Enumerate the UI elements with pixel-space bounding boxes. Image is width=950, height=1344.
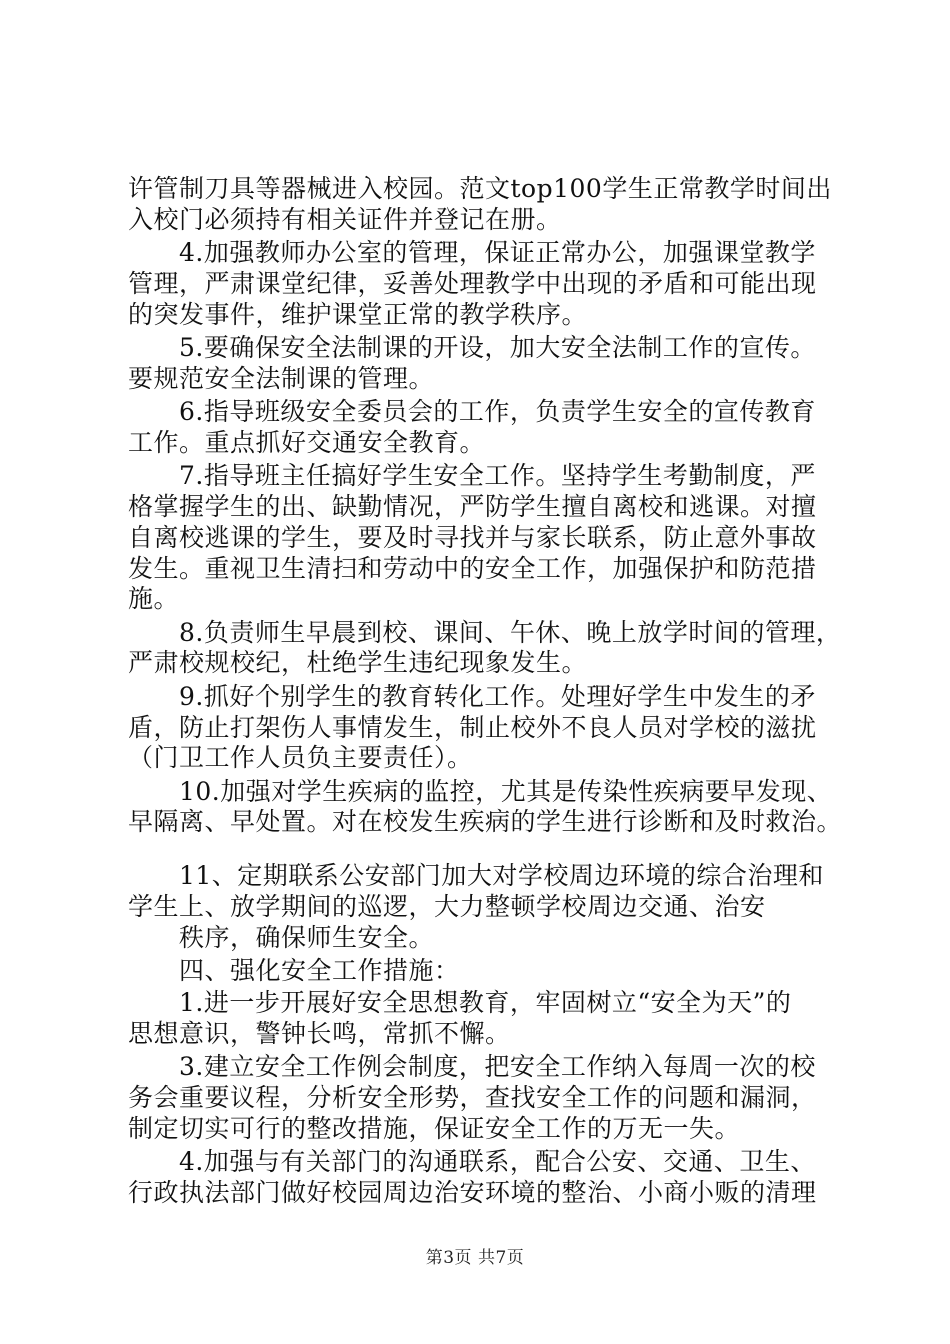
body-text-line: 9.抓好个别学生的教育转化工作。处理好学生中发生的矛 [128,682,816,711]
body-text-line: 1.进一步开展好安全思想教育，牢固树立“安全为天”的 [128,988,792,1017]
body-text-line: 要规范安全法制课的管理。 [128,364,435,393]
body-text-line: 的突发事件，维护课堂正常的教学秩序。 [128,300,588,329]
body-text-line: （门卫工作人员负主要责任）。 [128,743,473,772]
body-text-line: 11、定期联系公安部门加大对学校周边环境的综合治理和 [128,861,824,890]
body-text-line: 3.建立安全工作例会制度，把安全工作纳入每周一次的校 [128,1052,816,1081]
body-text-line: 格掌握学生的出、缺勤情况，严防学生擅自离校和逃课。对擅 [128,492,817,521]
body-text-line: 早隔离、早处置。对在校发生疾病的学生进行诊断和及时救治。 [128,807,843,836]
body-text-line: 行政执法部门做好校园周边治安环境的整治、小商小贩的清理 [128,1178,817,1207]
body-text-line: 秩序，确保师生安全。 [128,923,435,952]
body-text-line: 思想意识，警钟长鸣，常抓不懈。 [128,1019,511,1048]
body-text-line: 7.指导班主任搞好学生安全工作。坚持学生考勤制度，严 [128,461,816,490]
body-text-line: 管理，严肃课堂纪律，妥善处理教学中出现的矛盾和可能出现 [128,269,817,298]
body-text-line: 制定切实可行的整改措施，保证安全工作的万无一失。 [128,1114,741,1143]
body-text-line: 6.指导班级安全委员会的工作，负责学生安全的宣传教育 [128,397,816,426]
body-text-line: 5.要确保安全法制课的开设，加大安全法制工作的宣传。 [128,333,816,362]
body-text-line: 许管制刀具等器械进入校园。范文top100学生正常教学时间出 [128,174,832,203]
body-text-line: 自离校逃课的学生，要及时寻找并与家长联系，防止意外事故 [128,523,817,552]
body-text-line: 8.负责师生早晨到校、课间、午休、晚上放学时间的管理， [128,618,842,647]
body-text-line: 发生。重视卫生清扫和劳动中的安全工作，加强保护和防范措 [128,554,817,583]
body-text-line: 盾，防止打架伤人事情发生，制止校外不良人员对学校的滋扰 [128,713,817,742]
body-text-line: 施。 [128,584,180,613]
section-heading: 四、强化安全工作措施： [128,956,460,985]
body-text-line: 严肃校规校纪，杜绝学生违纪现象发生。 [128,648,588,677]
page-number: 第3页 共7页 [425,1248,525,1268]
body-text-line: 学生上、放学期间的巡逻，大力整顿学校周边交通、治安 [128,892,766,921]
body-text-line: 4.加强与有关部门的沟通联系，配合公安、交通、卫生、 [128,1147,816,1176]
body-text-line: 4.加强教师办公室的管理，保证正常办公，加强课堂教学 [128,238,816,267]
body-text-line: 务会重要议程，分析安全形势，查找安全工作的问题和漏洞， [128,1083,817,1112]
body-text-line: 入校门必须持有相关证件并登记在册。 [128,205,562,234]
body-text-line: 工作。重点抓好交通安全教育。 [128,428,486,457]
body-text-line: 10.加强对学生疾病的监控，尤其是传染性疾病要早发现、 [128,777,833,806]
